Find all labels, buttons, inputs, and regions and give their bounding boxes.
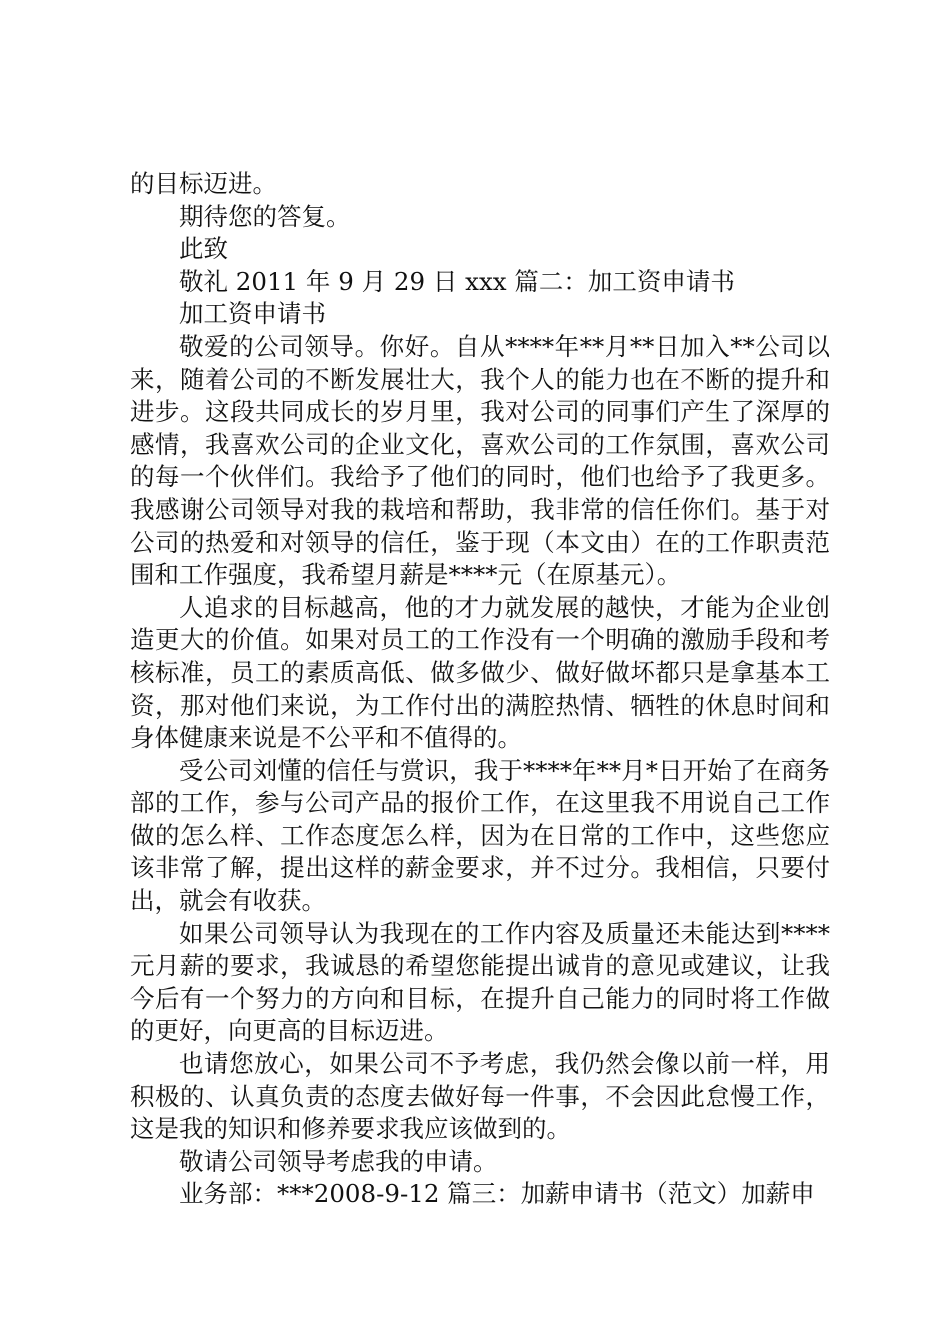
document-page [130, 168, 830, 1211]
paragraph-1: 的目标迈进。 [130, 169, 277, 198]
paragraph-5: 加工资申请书 [179, 299, 326, 329]
paragraph-9: 如果公司领导认为我现在的工作内容及质量还未能达到****元月薪的要求，我诚恳的希望您能提出诚肯的意见或建议，让我今后有一个努力的方向和目标，在提升自己能力的同时将工作做的更好，向更高的目标迈进。 [130, 918, 830, 1046]
paragraph-11: 敬请公司领导考虑我的申请。 [179, 1146, 498, 1176]
paragraph-4: 敬礼 2011 年 9 月 29 日 xxx 篇二：加工资申请书 [179, 266, 735, 296]
paragraph-6: 敬爱的公司领导。你好。自从****年**月**日加入**公司以来，随着公司的不断发展壮大，我个人的能力也在不断的提升和进步。这段共同成长的岁月里，我对公司的同事们产生了深厚的感情，我喜欢公司的企业文化，喜欢公司的工作氛围，喜欢公司的每一个伙伴们。我给予了他们的同时，他们也给予了我更多。我感谢公司领导对我的栽培和帮助，我非常的信任你们。基于对公司的热爱和对领导的信任，鉴于现（本文由）在的工作职责范围和工作强度，我希望月薪是****元（在原基元）。 [130, 331, 830, 590]
paragraph-2: 期待您的答复。 [179, 201, 351, 231]
paragraph-3: 此致 [179, 234, 228, 264]
paragraph-8: 受公司刘懂的信任与赏识，我于****年**月*日开始了在商务部的工作，参与公司产品的报价工作，在这里我不用说自己工作做的怎么样、工作态度怎么样，因为在日常的工作中，这些您应该非常了解，提出这样的薪金要求，并不过分。我相信，只要付出，就会有收获。 [130, 755, 830, 916]
paragraph-12: 业务部：***2008-9-12 篇三：加薪申请书（范文）加薪申 [179, 1179, 815, 1209]
paragraph-7: 人追求的目标越高，他的才力就发展的越快，才能为企业创造更大的价值。如果对员工的工作没有一个明确的激励手段和考核标准，员工的素质高低、做多做少、做好做坏都只是拿基本工资，那对他们来说，为工作付出的满腔热情、牺牲的休息时间和身体健康来说是不公平和不值得的。 [130, 592, 830, 753]
paragraph-10: 也请您放心，如果公司不予考虑，我仍然会像以前一样，用积极的、认真负责的态度去做好每一件事，不会因此怠慢工作，这是我的知识和修养要求我应该做到的。 [130, 1049, 830, 1144]
